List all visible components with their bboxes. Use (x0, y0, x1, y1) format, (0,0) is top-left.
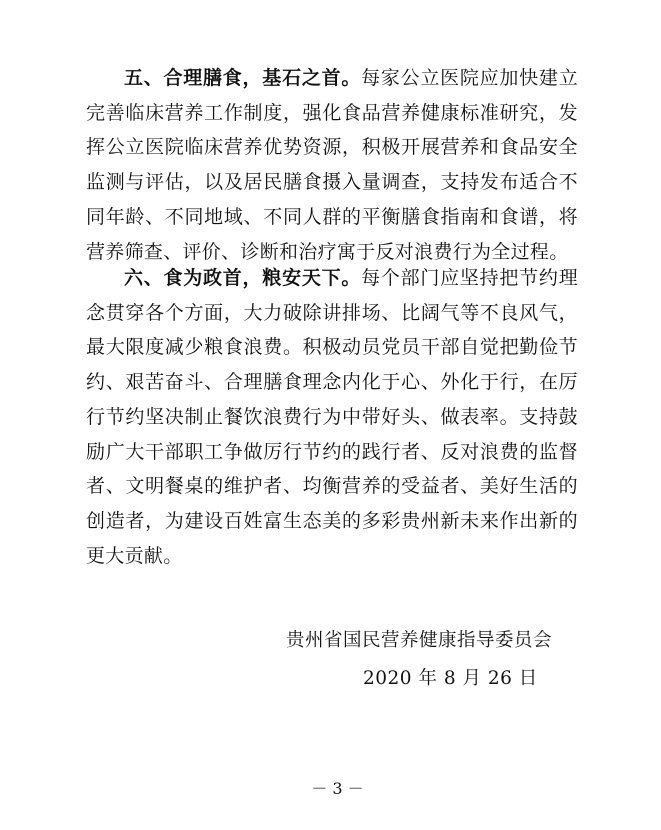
signature-date: 2020 年 8 月 26 日 (363, 668, 538, 689)
section-6-heading: 六、食为政首，粮安天下。 (124, 267, 362, 289)
section-5-body: 每家公立医院应加快建立完善临床营养工作制度，强化食品营养健康标准研究，发挥公立医院临床营养优势资源，积极开展营养和食品安全监测与评估，以及居民膳食摄入量调查，支持发布适合不同年龄、不同地域、不同人群的平衡膳食指南和食谱，将营养筛查、评价、诊断和治疗寓于反对浪费行为全过程。 (86, 67, 578, 263)
paragraph-section-5 (86, 61, 578, 269)
section-6-body: 每个部门应坚持把节约理念贯穿各个方面，大力破除讲排场、比阔气等不良风气，最大限度减少粮食浪费。积极动员党员干部自觉把勤俭节约、艰苦奋斗、合理膳食理念内化于心、外化于行，在厉行节约坚决制止餐饮浪费行为中带好头、做表率。支持鼓励广大干部职工争做厉行节约的践行者、反对浪费的监督者、文明餐桌的维护者、均衡营养的受益者、美好生活的创造者，为建设百姓富生态美的多彩贵州新未来作出新的更大贡献。 (86, 267, 578, 567)
paragraph-section-6 (86, 261, 578, 573)
page-number: － 3 － (311, 779, 364, 798)
section-5-heading: 五、合理膳食，基石之首。 (124, 67, 362, 89)
signature-organization: 贵州省国民营养健康指导委员会 (286, 630, 553, 651)
